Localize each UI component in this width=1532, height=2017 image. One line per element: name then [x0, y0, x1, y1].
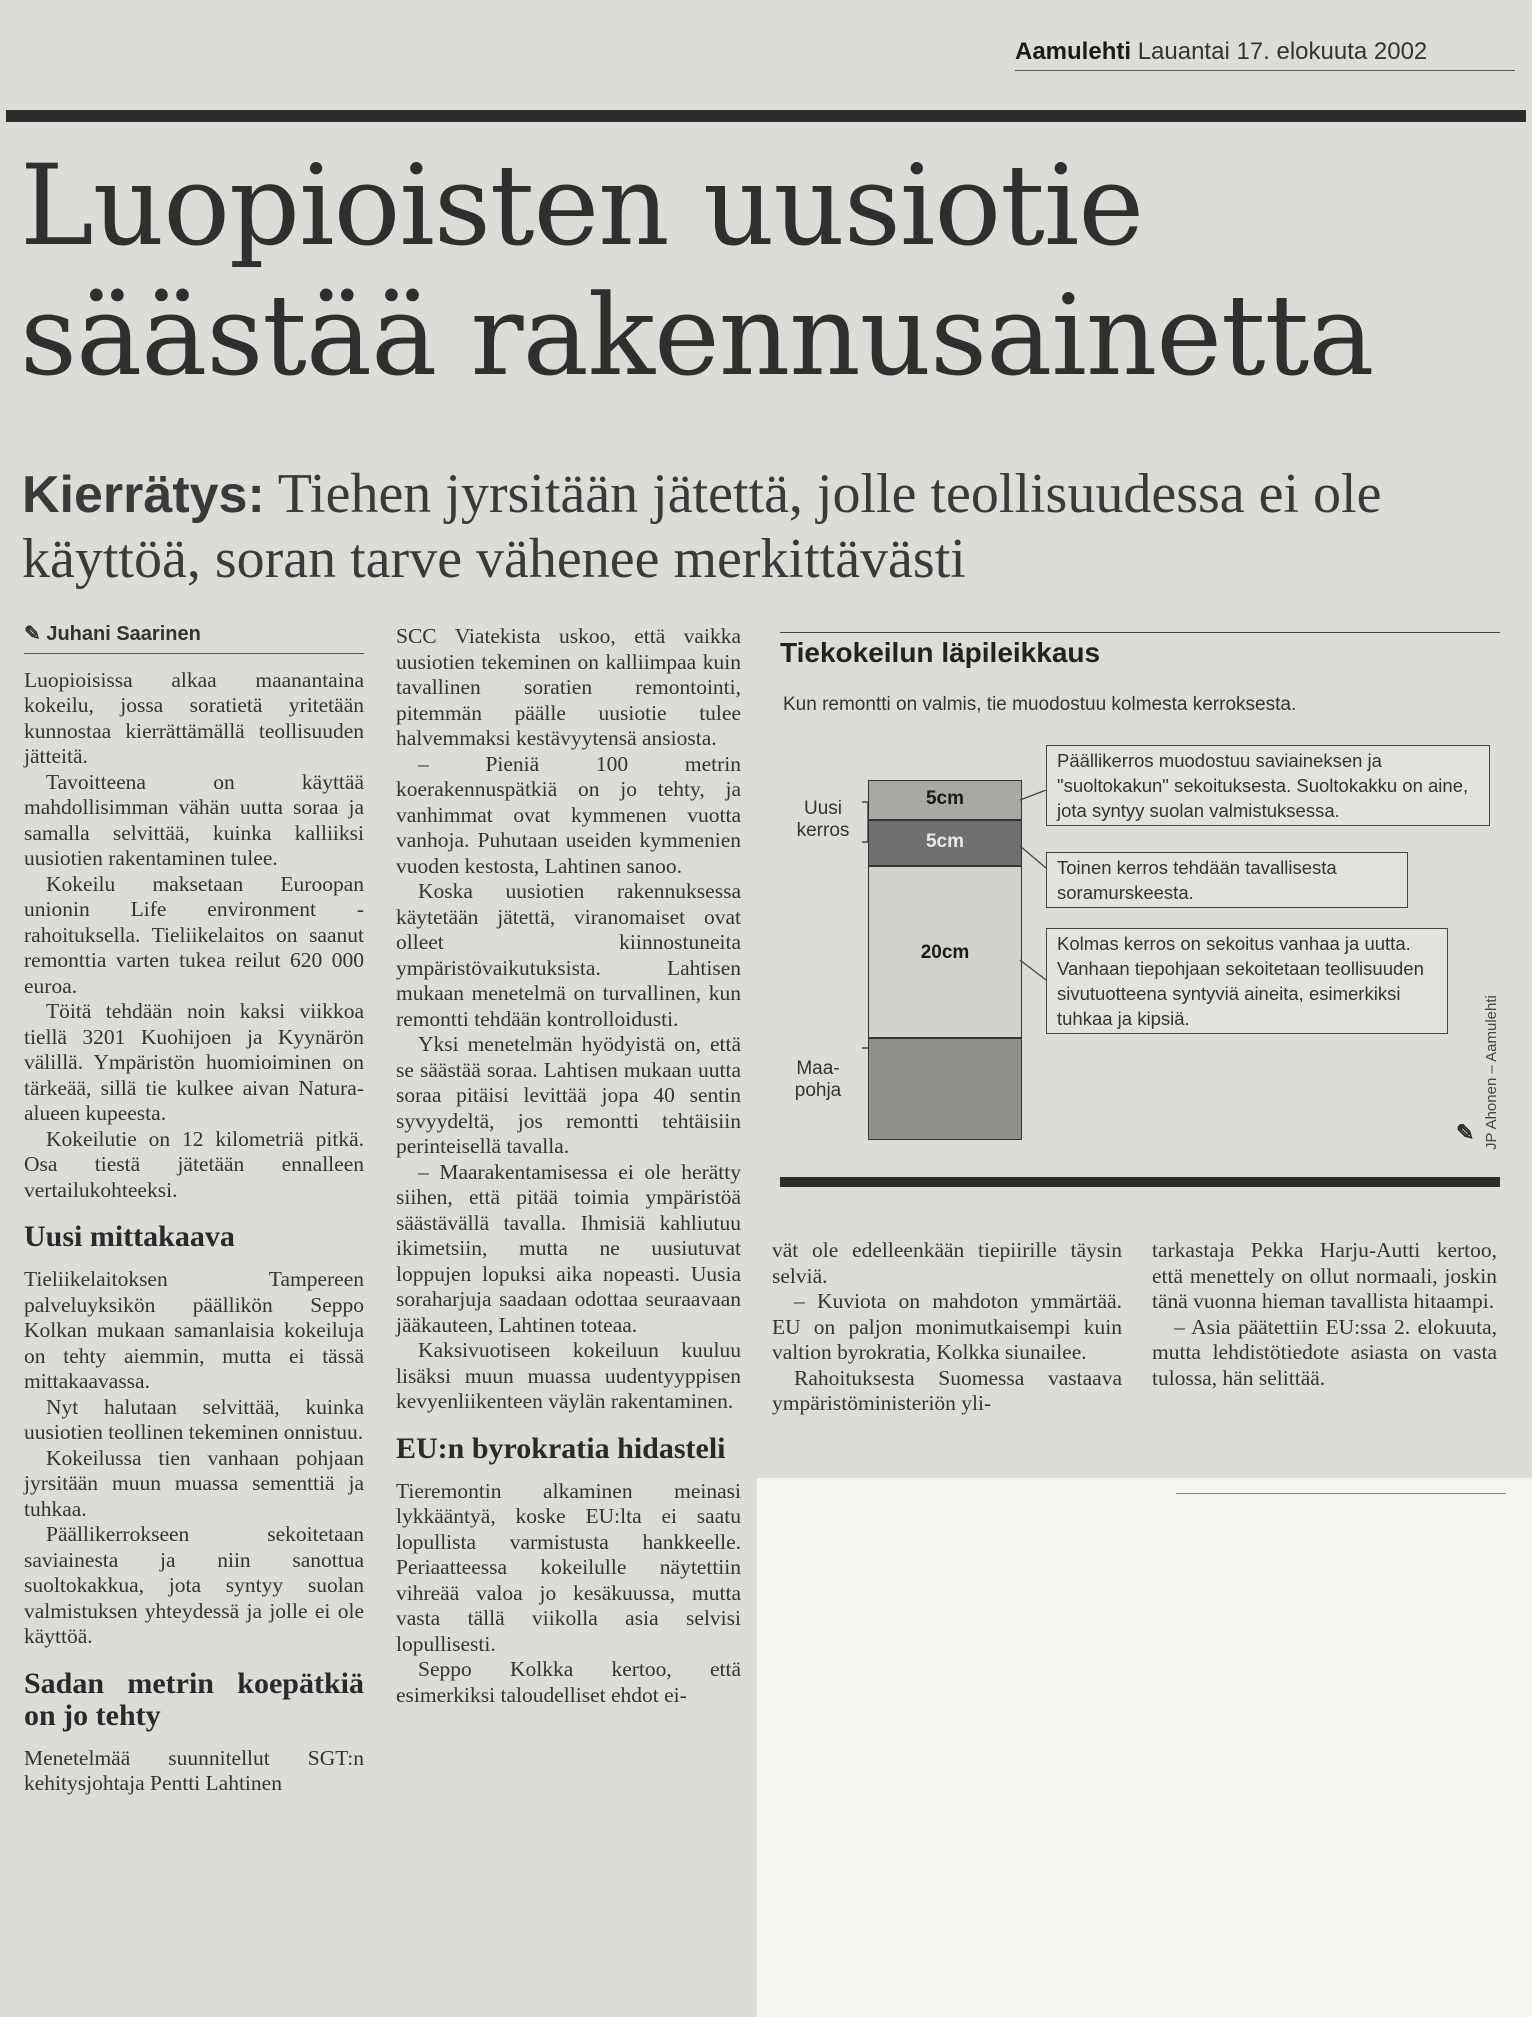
- paragraph: Luopioisissa alkaa maanantaina kokeilu, jossa soratietä yritetään kunnostaa kierrättämällä teollisuuden jätteitä.: [24, 667, 364, 768]
- masthead: [1015, 38, 1515, 71]
- mixed-base-layer: 20cm: [868, 866, 1022, 1038]
- column-end-rule: [1176, 1493, 1506, 1494]
- author-name: Juhani Saarinen: [46, 623, 201, 645]
- callout-base-layer: Kolmas kerros on sekoitus vanhaa ja uutta. Vanhaan tiepohjaan sekoitetaan teollisuuden sivutuotteena syntyviä aineita, esimerkiksi tuhkaa ja kipsiä.: [1046, 928, 1448, 1034]
- paragraph: Nyt halutaan selvittää, kuinka uusiotien teollinen tekeminen onnistuu.: [24, 1394, 364, 1444]
- label-new-layer: Uusi kerros: [796, 798, 850, 841]
- paragraph: Päällikerrokseen sekoitetaan saviainesta ja niin sanottua suoltokakkua, jota syntyy suolan valmistuksen yhteydessä ja jolle ei ole käyttöä.: [24, 1522, 364, 1648]
- paragraph: Kaksivuotiseen kokeiluun kuuluu lisäksi muun muassa uudentyyppisen kevyenliikenteen väylän rakentaminen.: [396, 1338, 741, 1413]
- paragraph: Kokeilussa tien vanhaan pohjaan jyrsitään muun muassa sementtiä ja tuhkaa.: [24, 1445, 364, 1521]
- article-column-4: [1152, 1238, 1497, 1391]
- surface-layer: 5cm: [868, 780, 1022, 820]
- label-ground-base: Maa-pohja: [794, 1058, 842, 1101]
- headline-line-2: säästää rakennusainetta: [20, 272, 1374, 401]
- paragraph: vät ole edelleenkään tiepiirille täysin selviä.: [772, 1238, 1122, 1288]
- callout-surface-layer: Päällikerros muodostuu saviaineksen ja "suoltokakun" sekoituksesta. Suoltokakku on aine, jota syntyy suolan valmistuksessa.: [1046, 745, 1490, 826]
- paragraph: Töitä tehdään noin kaksi viikkoa tiellä 3201 Kuohijoen ja Kyynärön välillä. Ympäristön huomioiminen on tärkeää, sillä tie kulkee aivan Natura-alueen kupeesta.: [24, 999, 364, 1125]
- article-column-2: [396, 624, 741, 1708]
- paragraph: – Pieniä 100 metrin koerakennuspätkiä on jo tehty, ja vanhimmat ovat kymmenen vuotta vanhoja. Puhutaan useiden kymmenien vuoden kestosta, Lahtinen sanoo.: [396, 751, 741, 878]
- section-heading: Uusi mittakaava: [24, 1220, 235, 1253]
- byline: [24, 622, 364, 654]
- paper-name: Aamulehti: [1015, 38, 1132, 65]
- gravel-layer: 5cm: [868, 820, 1022, 866]
- paragraph: Kokeilutie on 12 kilometriä pitkä. Osa tiestä jätetään ennalleen vertailukohteeksi.: [24, 1126, 364, 1202]
- paragraph: Seppo Kolkka kertoo, että esimerkiksi taloudelliset ehdot ei-: [396, 1657, 741, 1707]
- graphic-title: Tiekokeilun läpileikkaus: [780, 632, 1500, 669]
- headline-line-1: Luopioisten uusiotie: [20, 142, 1144, 271]
- section-heading: EU:n byrokratia hidasteli: [396, 1431, 726, 1465]
- paragraph: Tavoitteena on käyttää mahdollisimman vähän uutta soraa ja samalla selvittää, kuinka kalliiksi uusiotien rakentaminen tulee.: [24, 769, 364, 870]
- paragraph: – Maarakentamisessa ei ole herätty siihen, että pitää toimia ympäristöä säästävällä tavalla. Ihmisiä kahliutuu ikimetsiin, mutta ne uusiutuvat loppujen lopuksi aika nopeasti. Uusia soraharjuja saadaan odottaa seuraavaan jääkauteen, Lahtinen toteaa.: [396, 1159, 741, 1337]
- paragraph: Tieremontin alkaminen meinasi lykkääntyä, koske EU:lta ei saatu lopullista varmistusta hankkeelle. Periaatteessa kokeilulle näytettiin vihreää valoa jo kesäkuussa, mutta vasta tällä viikolla asia selvisi lopullisesti.: [396, 1478, 741, 1656]
- graphic-credit: JP Ahonen – Aamulehti: [1483, 995, 1500, 1150]
- callout-pointers: [1018, 790, 1058, 990]
- paragraph: – Asia päätettiin EU:ssa 2. elokuuta, mutta lehdistötiedote asiasta on vasta tulossa, hän selittää.: [1152, 1314, 1497, 1390]
- subhead-text: Tiehen jyrsitään jätettä, jolle teollisuudessa ei ole käyttöä, soran tarve vähenee merkittävästi: [22, 463, 1382, 590]
- paragraph: Rahoituksesta Suomessa vastaava ympäristöministeriön yli-: [772, 1365, 1122, 1415]
- article-column-1: [24, 622, 364, 1797]
- paragraph: Koska uusiotien rakennuksessa käytetään jätettä, viranomaiset ovat olleet kiinnostuneita ympäristövaikutuksista. Lahtisen mukaan menetelmä on turvallinen, kun remontti tehdään kontrolloidusti.: [396, 879, 741, 1031]
- graphic-subtitle: Kun remontti on valmis, tie muodostuu kolmesta kerroksesta.: [783, 694, 1297, 715]
- paragraph: Tieliikelaitoksen Tampereen palveluyksikön päällikön Seppo Kolkan mukaan samanlaisia kokeiluja on tehty aiemmin, mutta ei tässä mittakaavassa.: [24, 1267, 364, 1393]
- paragraph: Yksi menetelmän hyödyistä on, että se säästää soraa. Lahtisen mukaan uutta soraa pitäisi levittää jopa 40 sentin syvyydeltä, jos remontti tehtäisiin perinteisellä tavalla.: [396, 1032, 741, 1158]
- graphic-bottom-rule: [780, 1177, 1500, 1187]
- paragraph: SCC Viatekista uskoo, että vaikka uusiotien tekeminen on kalliimpaa kuin tavallinen soratien remontointi, pitemmän päälle uusiotie tulee halvemmaksi kestävyytensä ansiosta.: [396, 624, 741, 750]
- paragraph: tarkastaja Pekka Harju-Autti kertoo, että menettely on ollut normaali, joskin tänä vuonna hieman tavallista hitaampi.: [1152, 1238, 1497, 1313]
- ground-layer: [868, 1038, 1022, 1140]
- headline: [20, 142, 1520, 402]
- aamulehti-logo-icon: ✎: [1456, 1120, 1475, 1145]
- paragraph: Menetelmää suunnitellut SGT:n kehitysjohtaja Pentti Lahtinen: [24, 1745, 364, 1795]
- paragraph: – Kuviota on mahdoton ymmärtää. EU on paljon monimutkaisempi kuin valtion byrokratia, Kolkka siunailee.: [772, 1289, 1122, 1364]
- section-heading: Sadan metrin koepätkiä on jo tehty: [24, 1666, 364, 1732]
- top-rule: [6, 110, 1526, 122]
- article-column-3: [772, 1238, 1122, 1417]
- paragraph: Kokeilu maksetaan Euroopan unionin Life environment -rahoituksella. Tieliikelaitos on saanut remonttia varten tukea reilut 620 000 euroa.: [24, 871, 364, 998]
- callout-gravel-layer: Toinen kerros tehdään tavallisesta soramurskeesta.: [1046, 852, 1408, 908]
- issue-date: Lauantai 17. elokuuta 2002: [1137, 38, 1428, 65]
- subheadline: [22, 462, 1522, 591]
- author-logo-icon: ✎: [24, 623, 47, 645]
- subhead-kicker: Kierrätys:: [22, 466, 265, 524]
